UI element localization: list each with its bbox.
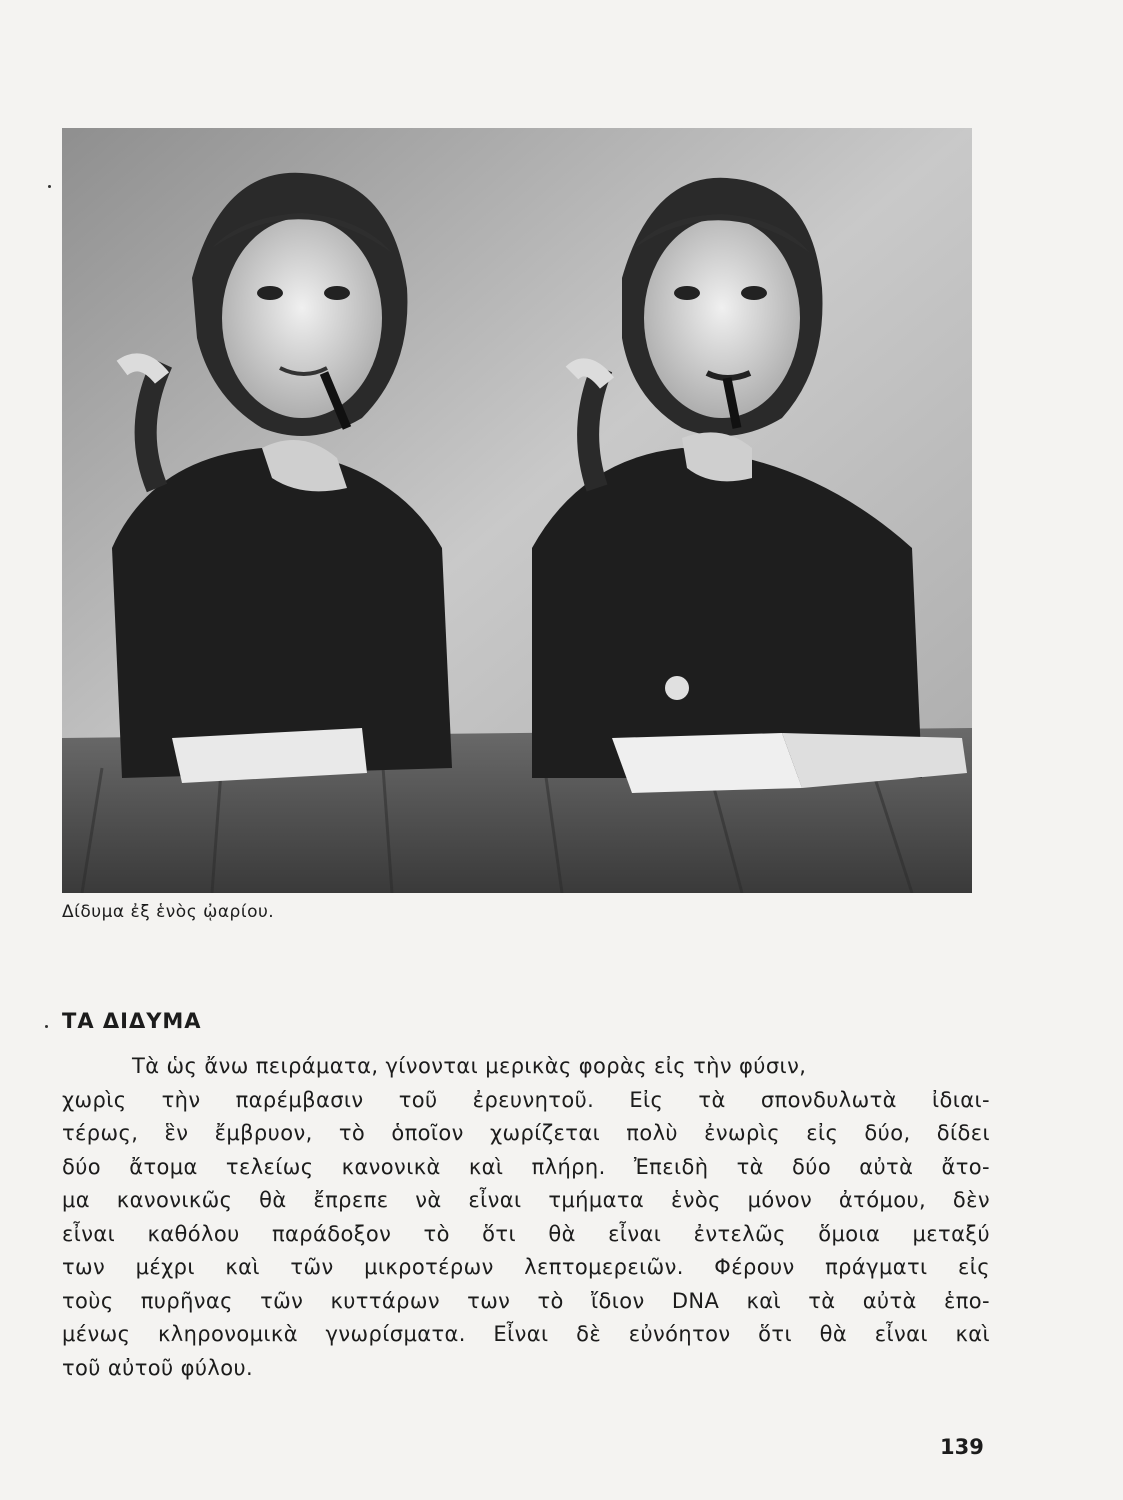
paragraph-line: μένως κληρονομικὰ γνωρίσματα. Εἶναι δὲ εὐνόητον ὅτι θὰ εἶναι καὶ [62, 1322, 990, 1346]
speck-mark [48, 185, 51, 188]
paragraph-line: δύο ἄτομα τελείως κανονικὰ καὶ πλήρη. Ἐπειδὴ τὰ δύο αὐτὰ ἄτο- [62, 1154, 990, 1179]
page-number: 139 [940, 1435, 984, 1459]
paragraph-line: μα κανονικῶς θὰ ἔπρεπε νὰ εἶναι τμήματα ἑνὸς μόνον ἀτόμου, δὲν [62, 1188, 990, 1212]
paragraph-line: εἶναι καθόλου παράδοξον τὸ ὅτι θὰ εἶναι ἐντελῶς ὅμοια μεταξύ [62, 1221, 990, 1246]
section-heading: ΤΑ ΔΙΔΥΜΑ [62, 1009, 202, 1033]
paragraph-line: των μέχρι καὶ τῶν μικροτέρων λεπτομερειῶν. Φέρουν πράγματι εἰς [62, 1255, 990, 1279]
paragraph-line: τέρως, ἓν ἔμβρυον, τὸ ὁποῖον χωρίζεται πολὺ ἐνωρὶς εἰς δύο, δίδει [62, 1121, 990, 1145]
body-paragraph [62, 1050, 990, 1385]
paragraph-line: τοὺς πυρῆνας τῶν κυττάρων των τὸ ἴδιον DNA καὶ τὰ αὐτὰ ἑπο- [62, 1288, 990, 1313]
paragraph-line: τοῦ αὐτοῦ φύλου. [62, 1355, 254, 1380]
paragraph-line: Τὰ ὡς ἄνω πειράματα, γίνονται μερικὰς φορὰς εἰς τὴν φύσιν, [132, 1054, 807, 1078]
twins-photo [62, 128, 972, 893]
photo-caption: Δίδυμα ἐξ ἑνὸς ᾠαρίου. [62, 902, 275, 922]
speck-mark [45, 1025, 48, 1028]
paragraph-line: χωρὶς τὴν παρέμβασιν τοῦ ἐρευνητοῦ. Εἰς τὰ σπονδυλωτὰ ἰδιαι- [62, 1087, 990, 1112]
